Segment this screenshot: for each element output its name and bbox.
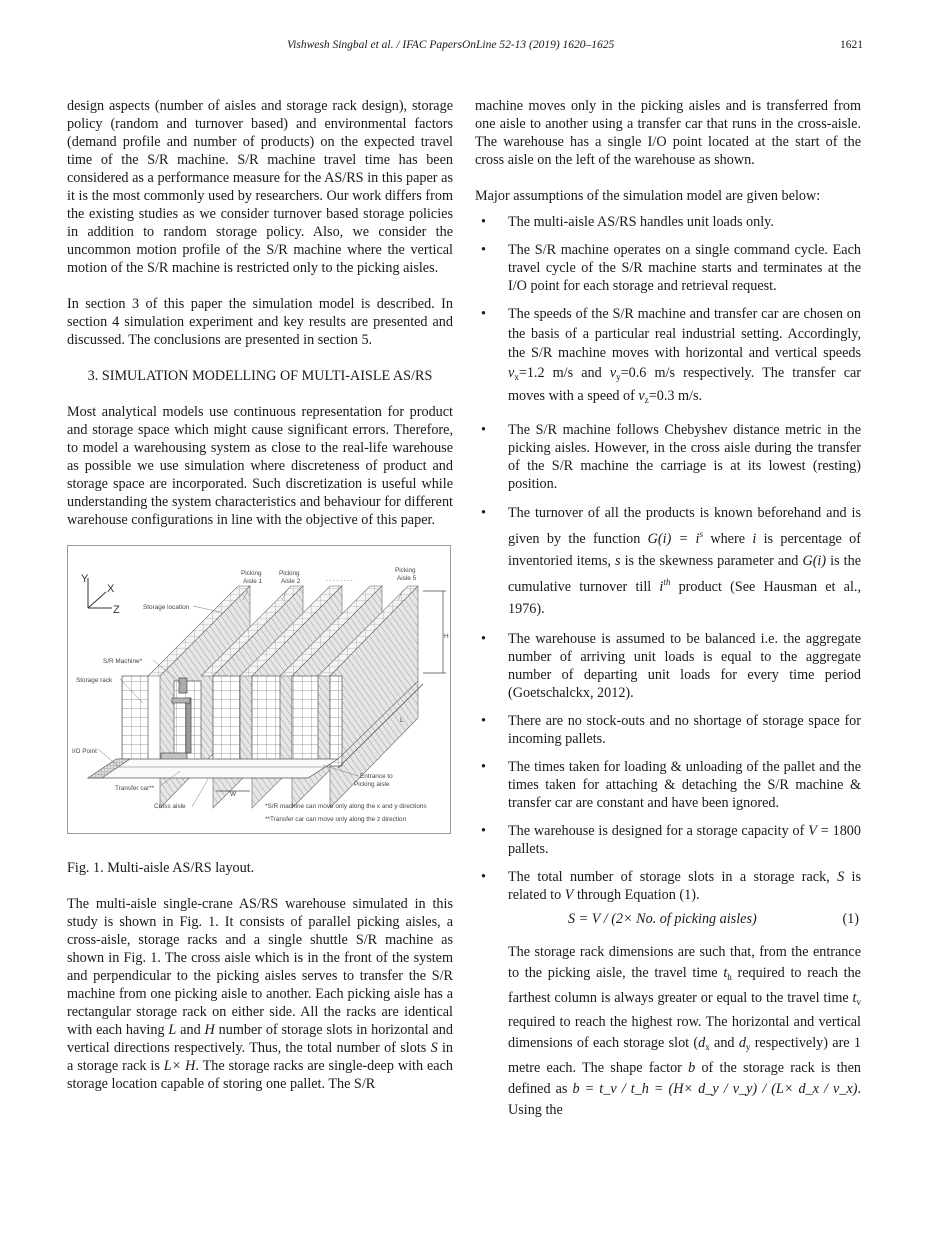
math-b: b xyxy=(688,1059,696,1076)
assumption-item xyxy=(475,305,861,411)
assumption-item xyxy=(475,213,861,231)
label-transfer-car: Transfer car** xyxy=(115,785,155,792)
text-span: respectively) are 1 metre each. The shape factor xyxy=(508,1035,861,1076)
bullet-icon: • xyxy=(481,823,486,839)
math-dx: d xyxy=(698,1035,706,1052)
label-io-point: I/O Point xyxy=(72,748,97,755)
math-vz: v xyxy=(638,388,645,404)
paragraph-section-outline: In section 3 of this paper the simulation model is described. In section 4 simulation experiment and key results are presented and discussed. The conclusions are presented in section 5. xyxy=(67,296,453,348)
assumption-item xyxy=(475,712,861,748)
label-picking-aisle-2-l1: Picking xyxy=(279,570,300,577)
text-span: and xyxy=(709,1035,739,1052)
label-picking-aisle-1-l2: Aisle 1 xyxy=(243,578,263,585)
label-picking-aisle-5-l2: Aisle 5 xyxy=(397,575,417,582)
bullet-icon: • xyxy=(481,306,486,322)
assumption-text: The S/R machine operates on a single command cycle. Each travel cycle of the S/R machine starts and terminates at the I/O point for each storage and retrieval request. xyxy=(508,242,861,294)
math-th: t xyxy=(723,964,728,981)
math-shape-factor-formula: b = t_v / t_h = (H× d_y / v_y) / (L× d_x / v_x) xyxy=(572,1080,858,1097)
paragraph-design-aspects: design aspects (number of aisles and storage rack design), storage policy (random and turnover based) and environmental factors (demand profile and number of products) on the expected travel time of the S/R machine. S/R machine travel time has been considered as a performance measure for the AS/RS in this paper as it is the most commonly used by researchers. Our work differs from the existing studies as we consider turnover based storage policies in addition to random storage policy. Also, we consider the uncommon motion profile of the S/R machine where the vertical motion of the S/R machine is restricted only to the picking aisles. xyxy=(67,98,453,276)
label-picking-aisle-5-l1: Picking xyxy=(395,567,416,574)
assumption-text: product (See Hausman et al., 1976). xyxy=(508,579,862,617)
section-heading-3: 3. SIMULATION MODELLING OF MULTI-AISLE AS/RS xyxy=(87,368,433,384)
assumption-text: The times taken for loading & unloading of the pallet and the times taken for attaching & detaching the S/R machine & transfer car are constant and have been ignored. xyxy=(508,759,861,811)
text-span: The multi-aisle single-crane AS/RS warehouse simulated in this study is shown in Fig. 1. It consists of parallel picking aisles, a cross-aisle, storage racks and a single shuttle S/R machine as shown in Fig. 1. The cross aisle which is in the front of the system and perpendicular to the picking aisles serves to transfer the S/R machine from one picking aisle to another. Each picking aisle has a rectangular storage rack on either side. All the racks are identical with each having xyxy=(67,896,453,1038)
equation-1 xyxy=(475,910,861,932)
bullet-icon: • xyxy=(481,759,486,775)
assumption-item xyxy=(475,868,861,904)
assumption-text: The S/R machine follows Chebyshev distance metric in the picking aisles. However, in the cross aisle during the transfer of the S/R machine the carriage is at its lowest (resting) position. xyxy=(508,421,861,492)
text-span: of the storage rack is then defined as xyxy=(508,1059,862,1097)
figure-caption: Fig. 1. Multi-aisle AS/RS layout. xyxy=(67,860,255,876)
assumption-text: The warehouse is assumed to be balanced i.e. the aggregate number of arriving unit loads is equal to the aggregate number of departing unit loads for every time period (Goetschalckx, 2012). xyxy=(508,631,861,701)
label-cross-aisle: Cross aisle xyxy=(154,803,186,810)
label-entrance-l2: Picking aisle xyxy=(354,781,390,788)
bullet-icon: • xyxy=(481,242,486,258)
assumptions-intro: Major assumptions of the simulation model are given below: xyxy=(475,188,821,204)
paragraph-warehouse-description xyxy=(67,895,453,1093)
label-aisle-dots: . . . . . . . . xyxy=(326,576,353,583)
equation-number: (1) xyxy=(842,911,859,927)
assumption-text: There are no stock-outs and no shortage of storage space for incoming pallets. xyxy=(508,713,861,747)
label-sr-machine: S/R Machine* xyxy=(103,658,143,665)
label-picking-aisle-2-l2: Aisle 2 xyxy=(281,578,301,585)
axis-z-label: Z xyxy=(113,604,120,616)
assumption-text: is percentage of inventoried items, xyxy=(508,531,861,569)
label-storage-location: Storage location xyxy=(143,604,190,611)
assumption-item xyxy=(475,503,861,621)
assumption-text: is related to xyxy=(508,869,861,903)
math-tv: t xyxy=(852,989,857,1006)
text-span: and xyxy=(176,1022,205,1038)
assumption-text: where xyxy=(703,531,753,547)
text-span: . The storage racks are single-deep with each storage location capable of storing one pallet. The S/R xyxy=(67,1058,453,1092)
figure-1 xyxy=(67,545,451,834)
label-picking-aisle-1-l1: Picking xyxy=(241,570,262,577)
math-LxH: L× H xyxy=(163,1058,196,1074)
height-dimension xyxy=(423,591,446,673)
math-subscript: h xyxy=(727,971,732,982)
math-subscript: x xyxy=(705,1042,710,1053)
assumption-text: =0.3 m/s. xyxy=(648,388,703,404)
assumption-item xyxy=(475,758,861,812)
text-span: . Using the xyxy=(508,1080,861,1118)
page-number: 1621 xyxy=(840,39,863,51)
bullet-icon: • xyxy=(481,504,486,521)
text-span: in a storage rack is xyxy=(67,1040,453,1074)
assumption-item xyxy=(475,241,861,295)
assumption-text: is the skewness parameter and xyxy=(620,552,803,569)
math-s: s xyxy=(615,552,621,569)
math-S: S xyxy=(837,869,845,885)
math-i: i xyxy=(659,579,664,595)
warehouse-layout-diagram xyxy=(68,546,452,835)
axis-x-label: X xyxy=(107,583,115,595)
equation-expression: S = V / (2× No. of picking aisles) xyxy=(568,911,757,927)
text-span: The storage rack dimensions are such that, from the entrance to the picking aisle, the travel time xyxy=(508,944,861,981)
math-vy: v xyxy=(609,364,617,381)
label-storage-rack: Storage rack xyxy=(76,677,113,684)
assumptions-list xyxy=(475,213,861,904)
assumption-item xyxy=(475,822,861,858)
math-dy: d xyxy=(738,1035,746,1052)
label-length: L xyxy=(400,717,404,724)
assumption-text: The speeds of the S/R machine and transfer car are chosen on the basis of a particular real industrial setting. Accordingly, the S/R machine moves with horizontal and vertical speeds xyxy=(508,306,861,361)
bullet-icon: • xyxy=(481,713,486,729)
figure-note-transfer-car: **Transfer car can move only along the z direction xyxy=(265,816,407,823)
math-subscript: v xyxy=(856,996,861,1007)
assumption-text: The total number of storage slots in a storage rack, xyxy=(508,869,838,885)
math-L: L xyxy=(168,1022,177,1038)
math-H: H xyxy=(204,1022,215,1038)
right-column xyxy=(475,97,861,1120)
paragraph-machine-movement: machine moves only in the picking aisles and is transferred from one aisle to another using a transfer car that runs in the cross-aisle. The warehouse has a single I/O point located at the start of the cross aisle on the left of the warehouse as shown. xyxy=(475,98,861,168)
text-span: number of storage slots in horizontal and vertical directions respectively. Thus, the total number of slots xyxy=(67,1022,453,1056)
assumption-item xyxy=(475,630,861,702)
math-subscript: z xyxy=(644,395,649,405)
label-width: W xyxy=(230,791,237,798)
figure-note-sr-machine: *S/R machine can move only along the x and y directions xyxy=(265,803,427,810)
label-height: H xyxy=(444,633,449,640)
assumption-text: through Equation (1). xyxy=(573,887,700,903)
text-span: required to reach the farthest column is always greater or equal to the travel time xyxy=(508,964,861,1006)
assumption-text: = 1800 pallets. xyxy=(508,823,861,857)
bullet-icon: • xyxy=(481,869,486,885)
math-superscript: th xyxy=(663,577,671,587)
text-span: required to reach the highest row. The horizontal and vertical dimensions of each storage slot ( xyxy=(508,1014,861,1052)
axis-y-label: Y xyxy=(81,573,89,585)
bullet-icon: • xyxy=(481,631,486,647)
math-V: V xyxy=(564,887,574,903)
bullet-icon: • xyxy=(481,421,486,438)
math-vx: v xyxy=(508,364,515,381)
math-V: V xyxy=(808,823,817,839)
math-S: S xyxy=(430,1040,438,1056)
math-subscript: y xyxy=(745,1042,751,1053)
assumption-text: =1.2 m/s and xyxy=(518,364,610,381)
assumption-text: The warehouse is designed for a storage capacity of xyxy=(508,823,809,839)
assumption-item xyxy=(475,421,861,493)
assumption-text: The turnover of all the products is known beforehand and is given by the function xyxy=(508,504,861,547)
math-subscript: y xyxy=(616,371,621,382)
paragraph-analytical-models: Most analytical models use continuous representation for product and storage space which might cause significant errors. Therefore, to model a warehousing system as close to the real-life warehouse as possible we use simulation where discreteness of product and storage space are incorporated. Such discretization is useful while understanding the system characteristics and behaviour for different warehouse configurations in line with the objective of this paper. xyxy=(67,404,453,528)
left-column xyxy=(67,97,453,1093)
assumption-text: The multi-aisle AS/RS handles unit loads only. xyxy=(508,214,774,230)
math-i: i xyxy=(752,531,757,547)
math-subscript: x xyxy=(514,371,519,382)
math-superscript: s xyxy=(699,529,703,539)
math-G: G(i) = i xyxy=(647,531,700,547)
assumption-text: is the cumulative turnover till xyxy=(508,552,861,595)
math-G: G(i) xyxy=(802,552,827,569)
bullet-icon: • xyxy=(481,214,486,230)
assumption-text: =0.6 m/s respectively. The transfer car moves with a speed of xyxy=(508,364,862,404)
running-title: Vishwesh Singbal et al. / IFAC PapersOnLine 52-13 (2019) 1620–1625 xyxy=(287,39,615,51)
paragraph-rack-dimensions xyxy=(475,942,861,1120)
label-entrance-l1: Entrance to xyxy=(360,773,393,780)
